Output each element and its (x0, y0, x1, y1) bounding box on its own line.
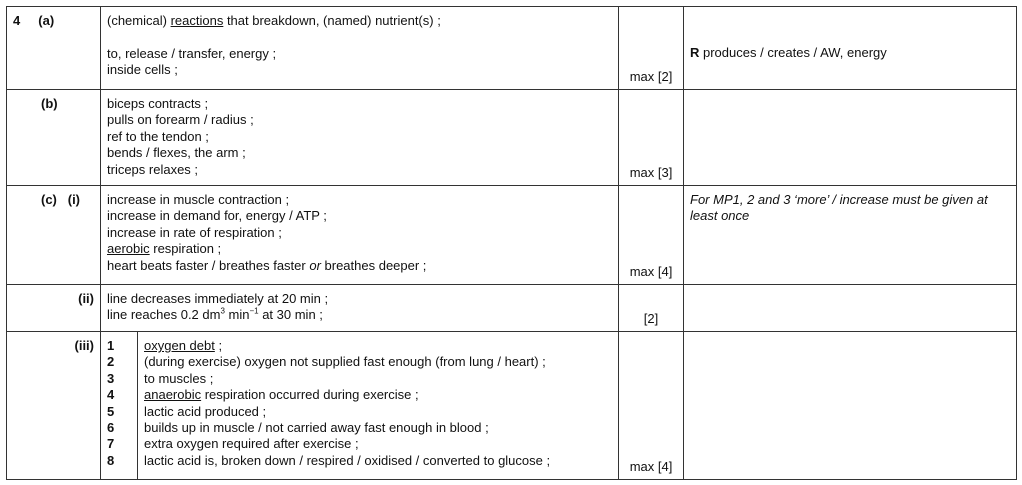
answer-line: increase in demand for, energy / ATP ; (107, 208, 327, 224)
answer-line: inside cells ; (107, 62, 178, 78)
answer-line: line reaches 0.2 $dm^3$ $\min^{-1}$ at 30 min ; (107, 307, 323, 323)
table-row-4ci (7, 186, 1017, 285)
guidance-cell (684, 332, 1017, 480)
answer-line: ref to the tendon ; (107, 128, 209, 144)
answer-cell (101, 186, 619, 285)
answer-line: biceps contracts ; (107, 96, 209, 111)
answer-line: lactic acid is, broken down / respired / oxidised / converted to glucose ; (144, 452, 551, 468)
answer-line: increase in rate of respiration ; (107, 224, 282, 240)
marks-cell: max [3] (619, 90, 684, 186)
table-row-4ciii (7, 332, 1017, 480)
table-row-4cii (7, 285, 1017, 332)
question-part: (c) (41, 192, 57, 207)
marking-point-numbers: 1 2 3 4 5 6 7 8 (107, 338, 115, 468)
answer-line: extra oxygen required after exercise ; (144, 436, 359, 452)
answer-line: increase in muscle contraction ; (107, 192, 290, 207)
answer-line: builds up in muscle / not carried away fast enough in blood ; (144, 420, 489, 436)
answer-line: aerobic respiration ; (107, 241, 222, 257)
answer-line: line decreases immediately at 20 min ; (107, 291, 329, 306)
answer-line: oxygen debt ; (144, 338, 223, 353)
marks-cell: [2] (619, 285, 684, 332)
marks-cell: max [2] (619, 7, 684, 90)
marks-cell: max [4] (619, 332, 684, 480)
answer-line: to, release / transfer, energy ; (107, 45, 277, 61)
answer-line: triceps relaxes ; (107, 161, 199, 177)
question-label (7, 90, 101, 186)
guidance-cell (684, 90, 1017, 186)
marks-cell: max [4] (619, 186, 684, 285)
answer-cell (101, 90, 619, 186)
guidance-cell: For MP1, 2 and 3 ‘more’ / increase must be given at least once (684, 186, 1017, 285)
question-label (7, 7, 101, 90)
mark-scheme-table (6, 6, 1017, 480)
question-label (7, 285, 101, 332)
table-row-4b (7, 90, 1017, 186)
answer-line: (chemical) reactions that breakdown, (named) nutrient(s) ; (107, 13, 441, 28)
answer-cell (101, 332, 619, 480)
guidance-cell (684, 285, 1017, 332)
answer-line: bends / flexes, the arm ; (107, 145, 246, 161)
question-part: (a) (38, 13, 55, 28)
question-part: (b) (41, 96, 58, 111)
question-subpart: (i) (67, 192, 81, 207)
answer-line: anaerobic respiration occurred during exercise ; (144, 387, 419, 403)
marking-point-text (137, 332, 618, 479)
question-subpart: (ii) (78, 291, 94, 306)
answer-line: pulls on forearm / radius ; (107, 112, 254, 128)
answer-cell (101, 7, 619, 90)
question-number: 4 (13, 13, 21, 28)
answer-line: heart beats faster / breathes faster or breathes deeper ; (107, 257, 427, 273)
answer-line: (during exercise) oxygen not supplied fast enough (from lung / heart) ; (144, 354, 546, 370)
question-label (7, 332, 101, 480)
question-subpart: (iii) (74, 338, 94, 353)
table-row-4a (7, 7, 1017, 90)
answer-line: lactic acid produced ; (144, 403, 267, 419)
guidance-cell: R produces / creates / AW, energy (684, 7, 1017, 90)
answer-cell (101, 285, 619, 332)
answer-line: to muscles ; (144, 370, 214, 386)
question-label (7, 186, 101, 285)
